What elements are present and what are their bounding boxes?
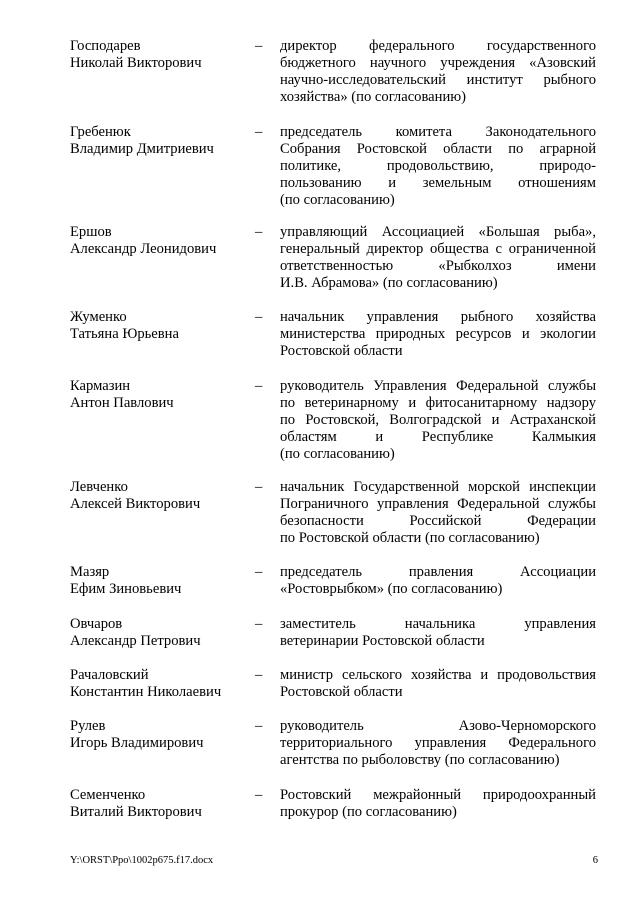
separator-dash: – (255, 787, 263, 803)
position-line: министр сельского хозяйства и продовольствия (280, 667, 596, 683)
position-line: начальник управления рыбного хозяйства (280, 309, 596, 325)
position-line: по Ростовской, Волгоградской и Астраханской (280, 412, 596, 428)
member-given-names: Александр Петрович (70, 633, 201, 649)
separator-dash: – (255, 564, 263, 580)
footer-page-number: 6 (592, 855, 598, 866)
member-given-names: Татьяна Юрьевна (70, 326, 179, 342)
position-line: пользованию и земельным отношениям (280, 175, 596, 191)
member-name (70, 224, 250, 258)
separator-dash: – (255, 479, 263, 495)
position-line: начальник Государственной морской инспекции (280, 479, 596, 495)
position-line: прокурор (по согласованию) (280, 804, 457, 820)
position-line: «Ростоврыбком» (по согласованию) (280, 581, 503, 597)
member-name (70, 718, 250, 752)
separator-dash: – (255, 124, 263, 140)
position-line: Ростовской области (280, 343, 403, 359)
member-surname: Кармазин (70, 378, 131, 394)
member-name (70, 38, 250, 72)
member-surname: Жуменко (70, 309, 127, 325)
member-surname: Ершов (70, 224, 112, 240)
member-surname: Рачаловский (70, 667, 149, 683)
position-line: агентства по рыболовству (по согласованию) (280, 752, 560, 768)
member-name (70, 479, 250, 513)
member-name (70, 616, 250, 650)
position-line: безопасности Российской Федерации (280, 513, 596, 529)
position-line: бюджетного научного учреждения «Азовский (280, 55, 596, 71)
separator-dash: – (255, 616, 263, 632)
position-line: ответственностью «Рыбколхоз имени (280, 258, 596, 274)
member-name (70, 667, 250, 701)
position-line: руководитель Азово-Черноморского (280, 718, 596, 734)
member-given-names: Николай Викторович (70, 55, 202, 71)
member-surname: Мазяр (70, 564, 110, 580)
position-line: политике, продовольствию, природо- (280, 158, 596, 174)
member-position (280, 124, 596, 209)
footer-file-path: Y:\ORST\Ppo\1002p675.f17.docx (70, 855, 214, 866)
position-line: заместитель начальника управления (280, 616, 596, 632)
member-position (280, 309, 596, 360)
position-line: (по согласованию) (280, 192, 395, 208)
member-surname: Гребенюк (70, 124, 131, 140)
position-line: руководитель Управления Федеральной службы (280, 378, 596, 394)
separator-dash: – (255, 224, 263, 240)
position-line: по Ростовской области (по согласованию) (280, 530, 540, 546)
member-given-names: Владимир Дмитриевич (70, 141, 214, 157)
member-given-names: Алексей Викторович (70, 496, 201, 512)
member-name (70, 309, 250, 343)
member-name (70, 787, 250, 821)
member-position (280, 479, 596, 547)
position-line: генеральный директор общества с ограниченной (280, 241, 596, 257)
member-surname: Рулев (70, 718, 106, 734)
member-position (280, 378, 596, 463)
separator-dash: – (255, 38, 263, 54)
separator-dash: – (255, 309, 263, 325)
member-given-names: Константин Николаевич (70, 684, 222, 700)
position-line: областям и Республике Калмыкия (280, 429, 596, 445)
position-line: территориального управления Федерального (280, 735, 596, 751)
position-line: И.В. Абрамова» (по согласованию) (280, 275, 498, 291)
member-position (280, 718, 596, 769)
position-line: председатель правления Ассоциации (280, 564, 596, 580)
separator-dash: – (255, 667, 263, 683)
position-line: управляющий Ассоциацией «Большая рыба», (280, 224, 596, 240)
member-given-names: Виталий Викторович (70, 804, 202, 820)
member-surname: Господарев (70, 38, 141, 54)
member-name (70, 564, 250, 598)
position-line: по ветеринарному и фитосанитарному надзору (280, 395, 596, 411)
position-line: Собрания Ростовской области по аграрной (280, 141, 596, 157)
member-surname: Семенченко (70, 787, 146, 803)
member-position (280, 787, 596, 821)
member-given-names: Ефим Зиновьевич (70, 581, 182, 597)
member-given-names: Игорь Владимирович (70, 735, 204, 751)
position-line: ветеринарии Ростовской области (280, 633, 485, 649)
member-position (280, 616, 596, 650)
member-position (280, 564, 596, 598)
member-surname: Левченко (70, 479, 128, 495)
member-position (280, 38, 596, 106)
member-position (280, 224, 596, 292)
position-line: (по согласованию) (280, 446, 395, 462)
member-name (70, 378, 250, 412)
member-surname: Овчаров (70, 616, 123, 632)
position-line: председатель комитета Законодательного (280, 124, 596, 140)
position-line: Ростовский межрайонный природоохранный (280, 787, 596, 803)
position-line: научно-исследовательский институт рыбного (280, 72, 596, 88)
position-line: министерства природных ресурсов и экологии (280, 326, 596, 342)
position-line: Пограничного управления Федеральной службы (280, 496, 596, 512)
position-line: хозяйства» (по согласованию) (280, 89, 467, 105)
member-position (280, 667, 596, 701)
position-line: Ростовской области (280, 684, 403, 700)
member-given-names: Александр Леонидович (70, 241, 217, 257)
separator-dash: – (255, 718, 263, 734)
member-given-names: Антон Павлович (70, 395, 174, 411)
separator-dash: – (255, 378, 263, 394)
position-line: директор федерального государственного (280, 38, 596, 54)
member-name (70, 124, 250, 158)
